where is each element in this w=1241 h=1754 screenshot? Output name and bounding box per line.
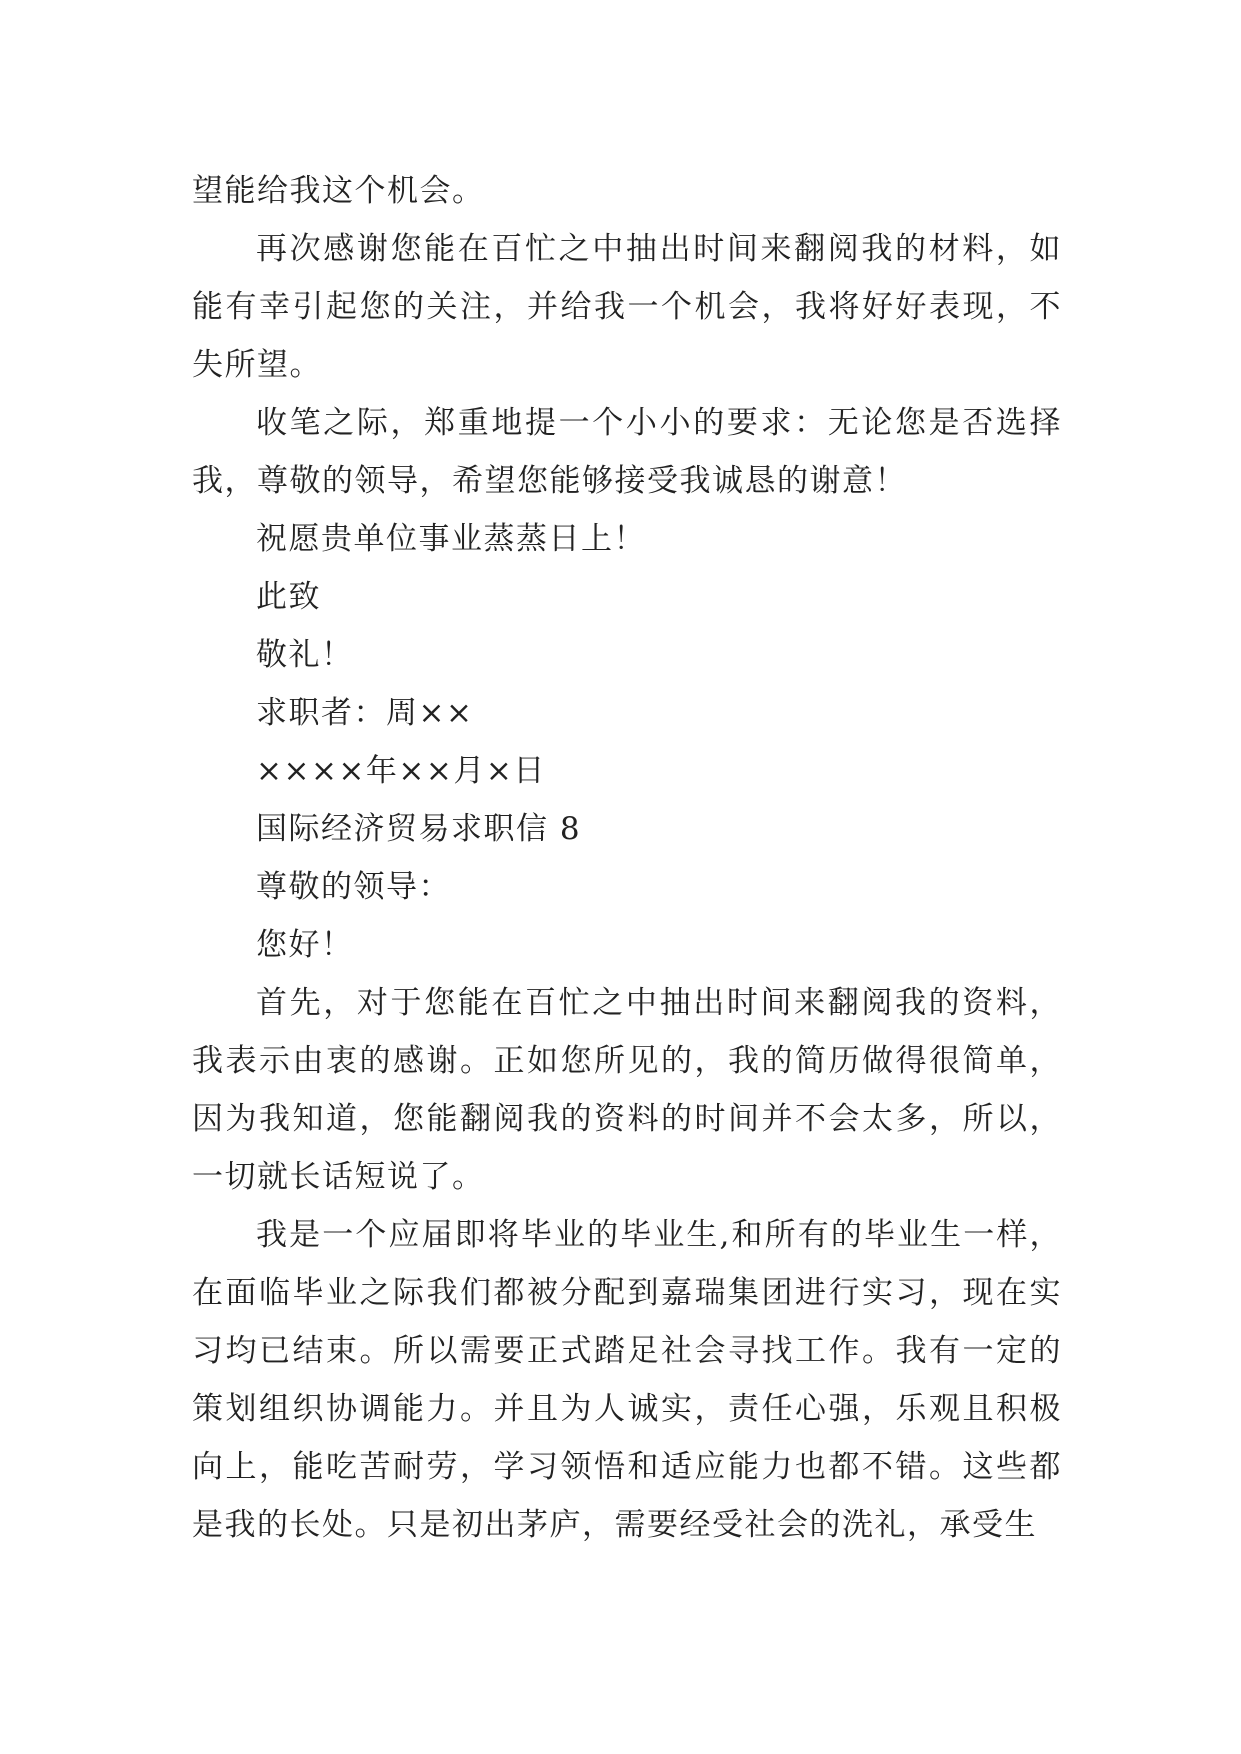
paragraph-3: 收笔之际，郑重地提一个小小的要求：无论您是否选择我，尊敬的领导，希望您能够接受我诚恳的谢意！ <box>192 405 1062 499</box>
paragraph-2: 再次感谢您能在百忙之中抽出时间来翻阅我的材料，如能有幸引起您的关注，并给我一个机会，我将好好表现，不失所望。 <box>192 231 1062 383</box>
section-title: 国际经济贸易求职信 8 <box>256 811 582 847</box>
date-line: ××××年××月×日 <box>256 753 546 789</box>
greeting-addressee: 尊敬的领导： <box>256 869 451 905</box>
signature-line: 求职者：周×× <box>256 695 474 731</box>
closing-regards: 敬礼！ <box>256 637 354 673</box>
paragraph-4: 祝愿贵单位事业蒸蒸日上！ <box>256 521 646 557</box>
paragraph-1: 望能给我这个机会。 <box>192 173 485 209</box>
closing-salutation: 此致 <box>256 579 321 615</box>
greeting-hello: 您好！ <box>256 927 354 963</box>
paragraph-12: 首先，对于您能在百忙之中抽出时间来翻阅我的资料，我表示由衷的感谢。正如您所见的，我的简历做得很简单，因为我知道，您能翻阅我的资料的时间并不会太多，所以，一切就长话短说了。 <box>192 985 1062 1195</box>
paragraph-13: 我是一个应届即将毕业的毕业生,和所有的毕业生一样，在面临毕业之际我们都被分配到嘉瑞集团进行实习，现在实习均已结束。所以需要正式踏足社会寻找工作。我有一定的策划组织协调能力。并且为人诚实，责任心强，乐观且积极向上，能吃苦耐劳，学习领悟和适应能力也都不错。这些都是我的长处。只是初出茅庐，需要经受社会的洗礼，承受生 <box>192 1217 1062 1543</box>
document-body <box>192 162 1062 1554</box>
